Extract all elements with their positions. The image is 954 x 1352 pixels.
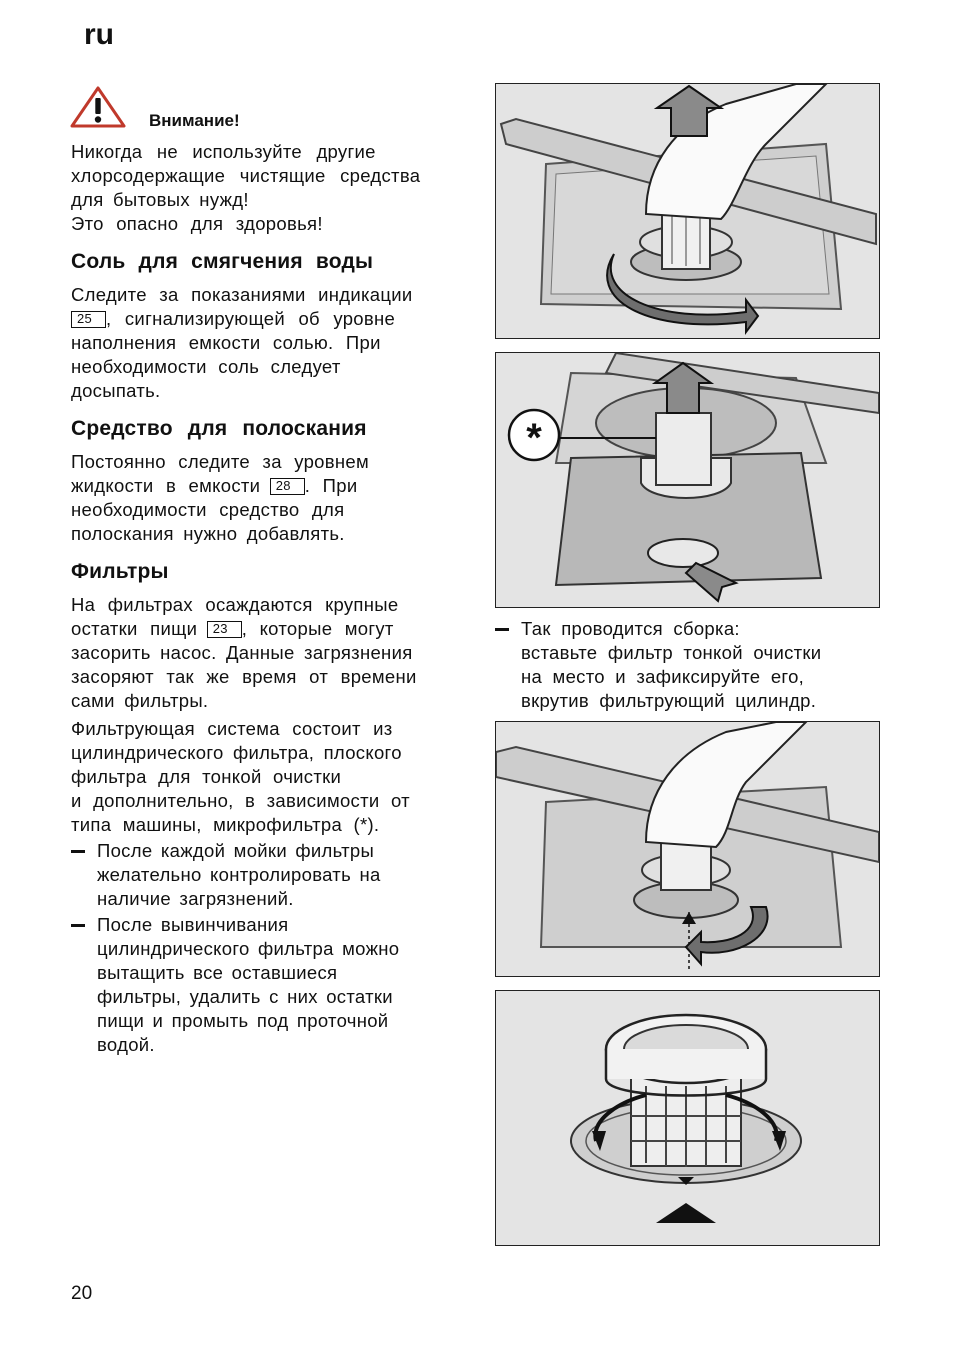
- section-heading: Средство для полоскания: [71, 417, 367, 440]
- filters-para2-line: цилиндрического фильтра, плоского: [71, 742, 402, 763]
- bullet-line: желательно контролировать на: [97, 864, 381, 885]
- filters-line: На фильтрах осаждаются крупные: [71, 594, 399, 615]
- rinse-line: необходимости средство для: [71, 499, 345, 520]
- bullet-line: вытащить все оставшиеся: [97, 962, 338, 983]
- rinse-line: Постоянно следите за уровнем: [71, 451, 370, 472]
- rinse-line: [71, 474, 453, 498]
- section-heading: Фильтры: [71, 560, 169, 583]
- filters-line-pre: остатки пищи: [71, 618, 198, 639]
- language-code: ru: [84, 18, 114, 51]
- filters-line-post: , которые могут: [241, 618, 394, 639]
- warning-line: Это опасно для здоровья!: [71, 213, 323, 234]
- bullet-line: пищи и промыть под проточной: [97, 1010, 389, 1031]
- filters-line: засорить насос. Данные загрязнения: [71, 642, 413, 663]
- figure-filter-detail: [495, 990, 880, 1246]
- warning-line: Никогда не используйте другие: [71, 141, 376, 162]
- dash-icon: [495, 628, 509, 631]
- figure-filter-insertion: [495, 721, 880, 977]
- filter-ref: 23: [207, 621, 242, 638]
- dash-icon: [71, 850, 85, 853]
- bullet-item: [71, 839, 453, 911]
- salt-line: [71, 307, 453, 331]
- filters-para2-line: фильтра для тонкой очистки: [71, 766, 342, 787]
- bullet-line: фильтры, удалить с них остатки: [97, 986, 393, 1007]
- rinse-line-post: . При: [304, 475, 358, 496]
- page-number: 20: [71, 1283, 93, 1304]
- rinse-line: полоскания нужно добавлять.: [71, 523, 345, 544]
- salt-line: Следите за показаниями индикации: [71, 284, 413, 305]
- filters-line: засоряют так же время от времени: [71, 666, 417, 687]
- filters-section: [71, 559, 453, 837]
- warning-text: [71, 140, 453, 236]
- assembly-bullet: [495, 617, 879, 713]
- salt-line: необходимости соль следует: [71, 356, 341, 377]
- assembly-line: вставьте фильтр тонкой очистки: [521, 642, 822, 663]
- assembly-line: вкрутив фильтрующий цилиндр.: [521, 690, 817, 711]
- salt-line: досыпать.: [71, 380, 161, 401]
- container-ref: 28: [270, 478, 305, 495]
- microfilter-marker-label: *: [526, 416, 542, 460]
- salt-section: [71, 249, 453, 403]
- figure-filter-removal: [495, 83, 880, 339]
- bullet-line: После каждой мойки фильтры: [97, 840, 375, 861]
- bullet-item: [71, 913, 453, 1057]
- filters-line: сами фильтры.: [71, 690, 209, 711]
- salt-line-rest: , сигнализирующей об уровне: [106, 308, 396, 329]
- warning-line: для бытовых нужд!: [71, 189, 249, 210]
- section-heading: Соль для смягчения воды: [71, 250, 374, 273]
- assembly-line: на место и зафиксируйте его,: [521, 666, 805, 687]
- bullet-line: водой.: [97, 1034, 155, 1055]
- warning-icon: [70, 86, 126, 128]
- warning-title: Внимание!: [149, 111, 240, 130]
- rinse-line-pre: жидкости в емкости: [71, 475, 261, 496]
- salt-line: наполнения емкости солью. При: [71, 332, 381, 353]
- bullet-line: наличие загрязнений.: [97, 888, 294, 909]
- figure-flat-filter: [495, 352, 880, 608]
- rinse-section: [71, 416, 453, 546]
- bullet-line: После вывинчивания: [97, 914, 289, 935]
- warning-line: хлорсодержащие чистящие средства: [71, 165, 421, 186]
- bullet-line: цилиндрического фильтра можно: [97, 938, 400, 959]
- filters-para2-line: типа машины, микрофильтра (*).: [71, 814, 380, 835]
- filters-para2-line: и дополнительно, в зависимости от: [71, 790, 410, 811]
- dash-icon: [71, 924, 85, 927]
- indicator-ref: 25: [71, 311, 106, 328]
- assembly-line: Так проводится сборка:: [521, 618, 740, 639]
- filters-para2-line: Фильтрующая система состоит из: [71, 718, 393, 739]
- filters-line: [71, 617, 453, 641]
